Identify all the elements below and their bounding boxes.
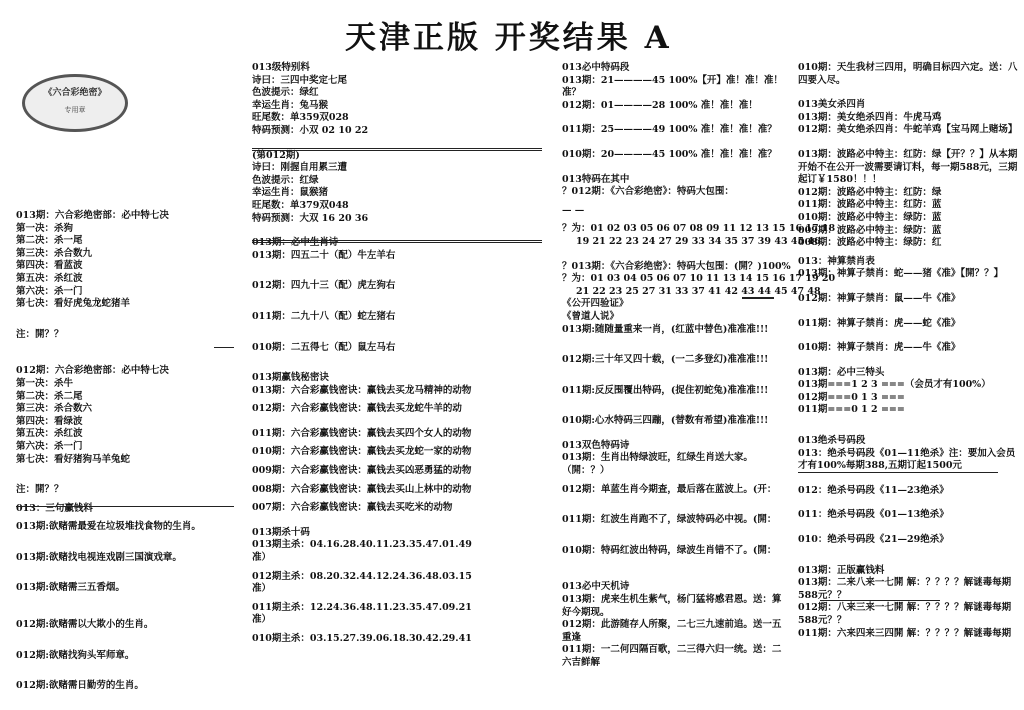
range-line: 准？ — [562, 87, 582, 99]
section-1-line: 013期：六合彩绝密部：必中特七决 — [16, 210, 169, 221]
poem-line: 010期：特码红波出特码，绿波生肖错不了。(開： — [562, 544, 777, 556]
info-line: 色波提示：绿红 — [252, 87, 319, 99]
range-line: 013期：21————45 100%【开】准！准！准！ — [562, 74, 783, 86]
poem-line: 013期：四五二十（配）牛左羊右 — [252, 249, 396, 261]
info-line: 诗曰：刚握自用累三遭 — [252, 162, 348, 174]
ban-line: 012期：神算子禁肖：鼠——牛《准》 — [798, 292, 961, 304]
surround-line: ？012期：《六合彩绝密》：特码大包围： — [562, 186, 734, 198]
section-3-line: 012期:欲赌找狗头军师章。 — [16, 649, 135, 661]
saying-line: 012期:三十年又四十载，(一二多登幻)准准准!!! — [562, 354, 769, 366]
divider — [252, 148, 542, 151]
poem-line: 010期：二五得七（配）鼠左马右 — [252, 341, 396, 353]
divider — [16, 506, 234, 507]
section-1-line: 第五决：杀红波 — [16, 272, 83, 284]
head-line: 012期===0 1 3 === — [798, 391, 905, 403]
secret-line-text: 六合彩赢钱密诀：赢钱去买吃米的动物 — [290, 502, 453, 514]
section-heading: 013级特别料 — [252, 62, 310, 73]
section-2-line: 第六决：杀一门 — [16, 440, 83, 452]
section-heading: 013绝杀号码段 — [798, 435, 866, 447]
stamp-arc-text: 《六合彩绝密》 — [43, 88, 107, 98]
kill-numbers: 04.16.28.40.11.23.35.47.01.49 — [309, 539, 472, 551]
wave-line: 013期：波路必中特主：红防：绿【开？？】从本期开始不在公开一波需要请订料，每一期588元，三期起订￥1580！！！ — [798, 148, 1018, 186]
secret-line-text: 六合彩赢钱密诀：赢钱去买山上林中的动物 — [290, 483, 472, 495]
numbers-line: 21 22 23 25 27 31 33 37 41 42 43 44 45 47 48 — [576, 285, 821, 297]
kill-range-line: 013：绝杀号码段《01—11绝杀》注：要加入会员才有100%每期388,五期订起1500元 — [798, 447, 1016, 472]
kill-status: 准） — [252, 614, 272, 626]
range-line: 010期：20————45 100% 准！准！准！准？ — [562, 148, 777, 160]
kill-numbers: 03.15.27.39.06.18.30.42.29.41 — [309, 633, 472, 644]
page-title: 天津正版 开奖结果 A — [345, 20, 672, 56]
secret-line-text: 六合彩赢钱密诀：赢钱去买龙蛇一家的动物 — [290, 446, 472, 458]
range-line: 012期：01————28 100% 准！准！准！ — [562, 99, 758, 111]
wave-line: 012期：波路必中特主：红防：绿 — [798, 186, 942, 198]
info-line: 旺尾数：单359双028 — [252, 112, 349, 124]
secret-line-prefix: 013期： — [252, 384, 291, 396]
section-heading: 013必中特码段 — [562, 62, 630, 73]
section-3-line: 012期:欲赌需以大欺小的生肖。 — [16, 619, 154, 631]
section-2-line: 第三决：杀合数六 — [16, 403, 93, 415]
info-line: 幸运生肖：兔马猴 — [252, 99, 329, 111]
divider — [742, 297, 774, 299]
section-1-line: 第一决：杀狗 — [16, 222, 74, 234]
poem-line: 011期：二九十八（配）蛇左猪右 — [252, 310, 396, 322]
numbers-line: ？为：01 02 03 05 06 07 08 09 11 12 13 15 16 17 18 — [562, 223, 836, 235]
secret-line-prefix: 010期： — [252, 446, 291, 458]
note-line: 注：開？？ — [16, 328, 64, 340]
section-2-line: 第七决：看好猪狗马羊兔蛇 — [16, 453, 131, 465]
secret-line-text: 六合彩赢钱密诀：赢钱去买龙蛇牛羊的动 — [290, 403, 462, 415]
poem-line: 010期：天生我材三四用，明确目标四六定。送：八四要入尽。 — [798, 62, 1018, 86]
secret-line-prefix: 011期： — [252, 427, 291, 439]
info-line: 诗曰：三四中奖定七尾 — [252, 74, 348, 86]
info-line: 色波提示：红绿 — [252, 174, 319, 186]
section-3-line: 013期:欲赌需三五香烟。 — [16, 582, 125, 594]
info-line: 旺尾数：单379双048 — [252, 199, 349, 211]
section-heading: 《曾道人说》 — [562, 310, 620, 322]
divider — [214, 347, 234, 348]
kill-range-line: 010：绝杀号码段《21—29绝杀》 — [798, 534, 949, 546]
poem-line: 013期：虎来生机生紫气，杨门猛将感君恩。送：算好今期现。 — [562, 594, 782, 618]
kill-line — [252, 602, 542, 615]
wave-line: 011期：波路必中特主：红防：蓝 — [798, 199, 942, 211]
info-line: 特码预测：小双 02 10 22 — [252, 124, 369, 136]
section-2-line: 第四决：看绿波 — [16, 415, 83, 427]
numbers-line: 19 21 22 23 24 27 29 33 34 35 37 39 43 45 46 — [576, 235, 821, 247]
poem-line: 012期：单蓝生肖今期查，最后落在蓝波上。(开： — [562, 483, 777, 495]
saying-line: 010期:心水特码三四蹦，(替数有希望)准准准!!! — [562, 415, 769, 427]
kill-line: 013期：美女绝杀四肖：牛虎马鸡 — [798, 111, 942, 123]
wave-line: 008期：波路必中特主：绿防：红 — [798, 237, 942, 249]
saying-line: 013期:随随量重来一肖，(红蓝中替色)准准准!!! — [562, 323, 769, 335]
info-line: 特码预测：大双 16 20 36 — [252, 212, 369, 224]
secret-line-text: 六合彩赢钱密诀：赢钱去买凶恶勇猛的动物 — [290, 465, 472, 477]
kill-line: 012期：美女绝杀四肖：牛蛇羊鸡【宝马网上赌场】 — [798, 124, 1018, 136]
kill-range-line: 011：绝杀号码段《01—13绝杀》 — [798, 509, 949, 521]
seal-stamp — [22, 74, 128, 132]
section-1-line: 第四决：看蓝波 — [16, 260, 83, 272]
kill-line — [252, 571, 542, 584]
kill-label: 013期主杀： — [252, 539, 310, 551]
divider — [820, 600, 940, 601]
section-2-line: 第一决：杀牛 — [16, 377, 74, 389]
wave-line: 010期：波路必中特主：绿防：蓝 — [798, 211, 942, 223]
note-line: 注：開？？ — [16, 484, 64, 496]
section-2-line: 第五决：杀红波 — [16, 428, 83, 440]
section-heading: 013期：正版赢钱料 — [798, 564, 885, 576]
section-3-line: 013期:欲赌找电视连戏剧三国演戏章。 — [16, 551, 182, 563]
poem-line: 011期：一二何四隔百歌，二三得六归一统。送：二六吉鲜解 — [562, 644, 782, 668]
info-line: 幸运生肖：鼠猴猪 — [252, 187, 329, 199]
money-line: 013期：二来八来一七開 解：？？？？解谜毒每期588元？？ — [798, 577, 1012, 601]
saying-line: 011期:反反围覆出特码，(捉住初蛇兔)准准准!!! — [562, 384, 769, 396]
kill-label: 012期主杀： — [252, 570, 310, 582]
verify-line: 《公开四验证》 — [562, 298, 629, 310]
column-1 — [16, 210, 234, 693]
poem-line: 012期：此游随存人所聚，二七三九速前追。送一五重逢 — [562, 619, 782, 643]
kill-status: 准） — [252, 583, 272, 595]
kill-line — [252, 633, 542, 646]
head-line: 013期===1 2 3 ===（会员才有100%） — [798, 379, 991, 391]
section-heading: 013：神算禁肖表 — [798, 255, 875, 267]
kill-status: 准） — [252, 552, 272, 564]
section-heading: 013期杀十码 — [252, 526, 310, 538]
section-heading: 013期：必中三特头 — [798, 366, 885, 378]
secret-line-prefix: 012期： — [252, 403, 291, 415]
secret-line-text: 六合彩赢钱密诀：赢钱去买龙马精神的动物 — [290, 384, 472, 396]
section-heading: (第012期) — [252, 149, 300, 161]
money-line: 012期：八来三来一七開 解：？？？？解谜毒每期588元？？ — [798, 602, 1012, 626]
kill-line — [252, 539, 542, 552]
section-heading: 013期：必中生肖诗 — [252, 237, 339, 249]
ban-line: 011期：神算子禁肖：虎——蛇《准》 — [798, 317, 961, 329]
secret-line-text: 六合彩赢钱密诀：赢钱去买四个女人的动物 — [290, 427, 472, 439]
section-3-line: 013期:欲赌需最爱在垃圾堆找食物的生肖。 — [16, 521, 201, 533]
section-heading: 013必中天机诗 — [562, 581, 630, 593]
divider — [798, 472, 998, 473]
poem-line: 012期：四九十三（配）虎左狗右 — [252, 280, 396, 292]
kill-numbers: 08.20.32.44.12.24.36.48.03.15 — [309, 570, 472, 582]
kill-label: 010期主杀： — [252, 633, 310, 644]
section-2-line: 012期：六合彩绝密部：必中特七决 — [16, 365, 169, 377]
secret-line-prefix: 007期： — [252, 502, 291, 514]
divider — [252, 240, 542, 243]
ban-line: 010期：神算子禁肖：虎——牛《准》 — [798, 342, 961, 354]
range-line: 011期：25————49 100% 准！准！准！准？ — [562, 124, 777, 136]
section-heading: 013美女杀四肖 — [798, 99, 866, 111]
section-heading: 013特码在其中 — [562, 173, 630, 185]
money-line: 011期：六来四来三四開 解：？？？？解谜毒每期 — [798, 627, 1012, 639]
stamp-small-text: 专用章 — [64, 106, 86, 114]
section-heading: 013双色特码诗 — [562, 439, 630, 451]
section-1-line: 第七决：看好虎兔龙蛇猪羊 — [16, 298, 131, 310]
head-line: 011期===0 1 2 === — [798, 404, 905, 416]
section-heading: 013期赢钱秘密诀 — [252, 372, 329, 384]
section-1-line: 第六决：杀一门 — [16, 285, 83, 297]
secret-line-prefix: 009期： — [252, 465, 291, 477]
kill-numbers: 12.24.36.48.11.23.35.47.09.21 — [309, 601, 472, 613]
surround-line: ？013期：《六合彩绝密》：特码大包围：(開？)100% — [562, 260, 791, 272]
section-1-line: 第二决：杀一尾 — [16, 235, 83, 247]
secret-line-prefix: 008期： — [252, 483, 291, 495]
column-4 — [798, 62, 1018, 640]
kill-label: 011期主杀： — [252, 601, 310, 613]
surround-dash: — — — [562, 204, 585, 216]
numbers-line: ？为：01 03 04 05 06 07 10 11 13 14 15 16 17 19 20 — [562, 273, 836, 285]
ban-line: 013期：神算子禁肖：蛇——猪《准》【開？？】 — [798, 268, 1004, 280]
poem-line: 013期：生肖出特绿波旺，红绿生肖送大家。（開：？） — [562, 452, 753, 477]
section-3-heading: 013：三句赢钱料 — [16, 502, 93, 514]
section-2-line: 第二决：杀二尾 — [16, 390, 83, 402]
section-3-line: 012期:欲赌需日勤劳的生肖。 — [16, 680, 144, 692]
section-1-line: 第三决：杀合数九 — [16, 247, 93, 259]
poem-line: 011期：红波生肖跑不了，绿波特码必中视。(開： — [562, 514, 777, 526]
kill-range-line: 012：绝杀号码段《11—23绝杀》 — [798, 484, 949, 496]
wave-line: 009期：波路必中特主：绿防：蓝 — [798, 224, 942, 236]
